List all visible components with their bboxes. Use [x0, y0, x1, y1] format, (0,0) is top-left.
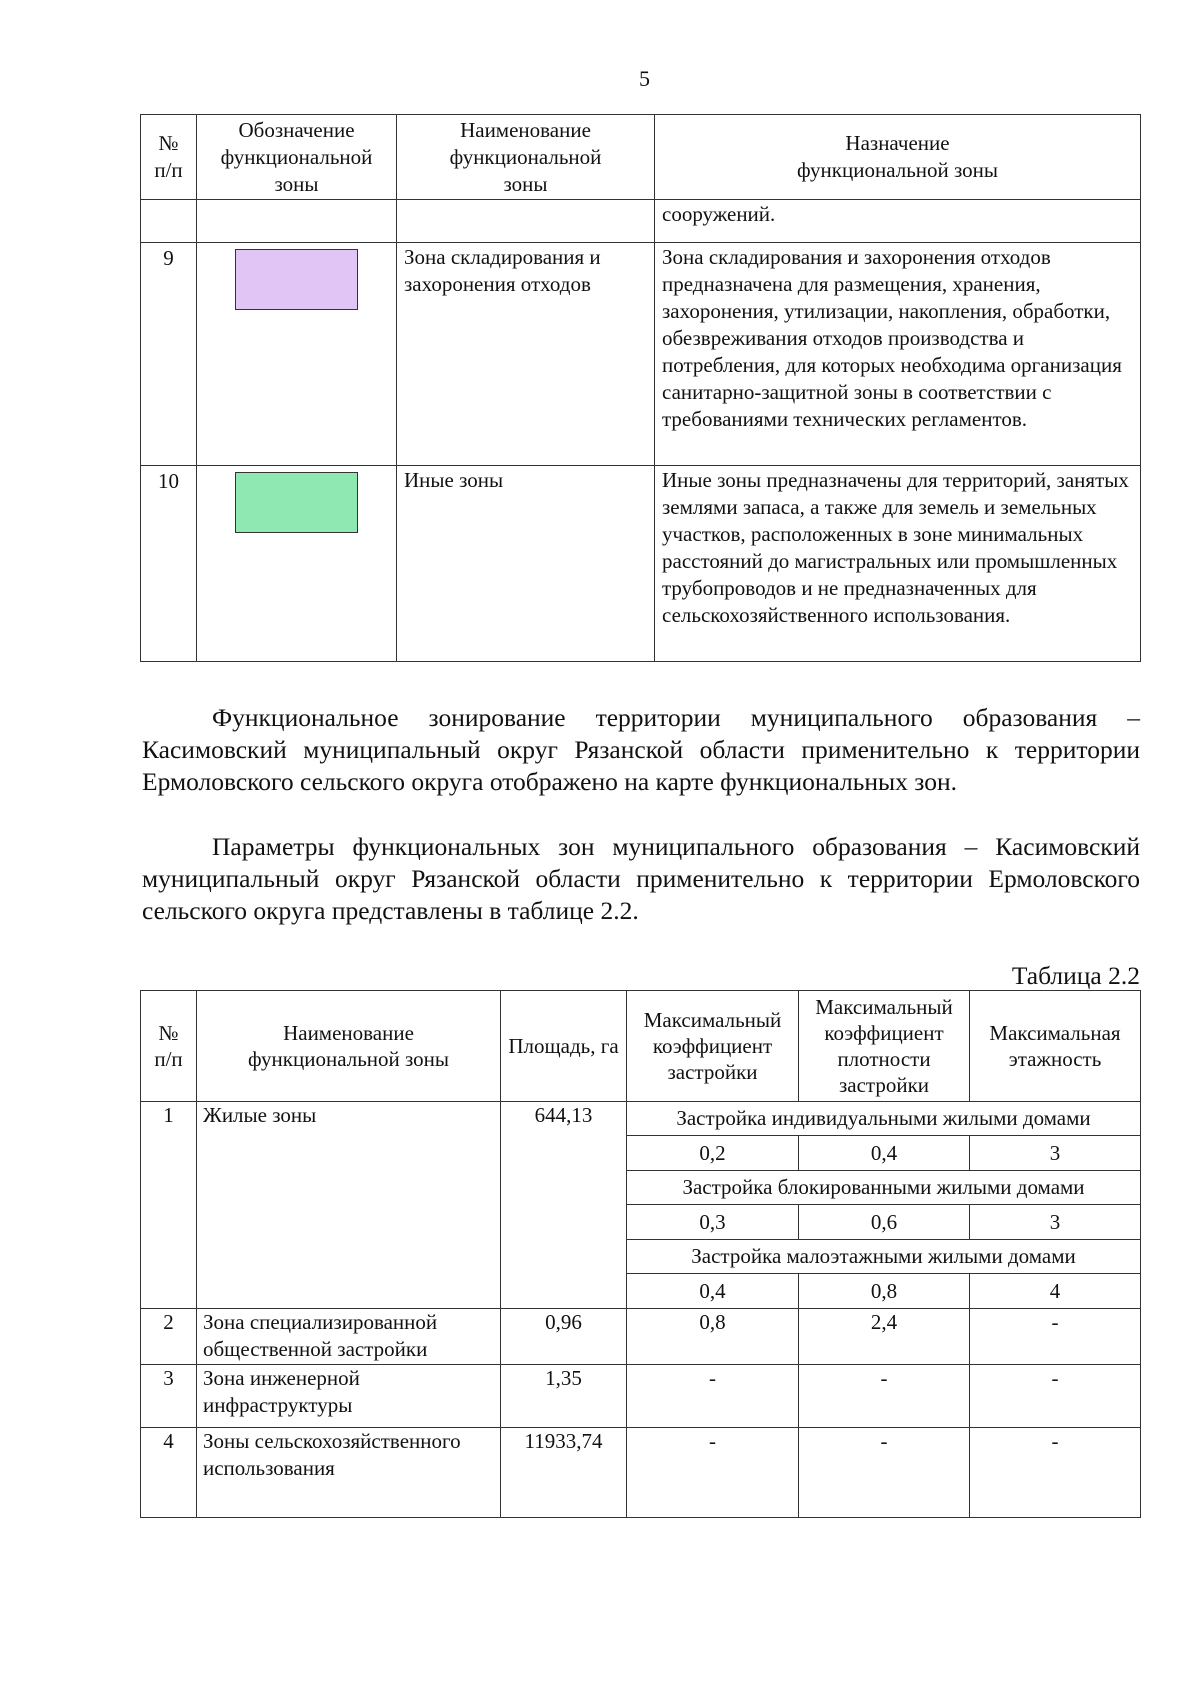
header-area: Площадь, га — [501, 991, 627, 1102]
value-max-floors: - — [970, 1428, 1141, 1518]
page-number: 5 — [639, 66, 650, 91]
value-max-density: - — [799, 1365, 970, 1428]
table-header-row — [141, 991, 1141, 1102]
row-number — [141, 200, 197, 243]
table-row — [141, 466, 1141, 662]
row-zone-name: Зоны сельскохозяйственного использования — [197, 1428, 501, 1518]
subgroup-label: Застройка блокированными жилыми домами — [627, 1171, 1141, 1205]
row-number: 9 — [141, 243, 197, 466]
header-max-density: Максимальный коэффициент плотности застройки — [799, 991, 970, 1102]
table-row — [141, 200, 1141, 243]
header-designation: Обозначение функциональной зоны — [197, 115, 397, 200]
value-max-coverage: - — [627, 1365, 799, 1428]
value-max-coverage: 0,4 — [627, 1274, 799, 1309]
table-row — [141, 243, 1141, 466]
row-number: 2 — [141, 1309, 197, 1365]
value-max-coverage: 0,8 — [627, 1309, 799, 1365]
value-max-floors: 3 — [970, 1205, 1141, 1240]
row-area: 644,13 — [501, 1102, 627, 1309]
row-number: 3 — [141, 1365, 197, 1428]
header-name: Наименование функциональной зоны — [397, 115, 655, 200]
header-number: № п/п — [141, 115, 197, 200]
value-max-density: 0,8 — [799, 1274, 970, 1309]
header-zone-name: Наименование функциональной зоны — [197, 991, 501, 1102]
zone-parameters-table — [140, 990, 1141, 1518]
value-max-coverage: - — [627, 1428, 799, 1518]
value-max-floors: 4 — [970, 1274, 1141, 1309]
value-max-floors: - — [970, 1365, 1141, 1428]
value-max-coverage: 0,2 — [627, 1136, 799, 1171]
row-number: 4 — [141, 1428, 197, 1518]
table-row — [141, 1102, 1141, 1136]
zone-color-swatch — [235, 472, 358, 533]
row-area: 0,96 — [501, 1309, 627, 1365]
row-area: 11933,74 — [501, 1428, 627, 1518]
row-number: 1 — [141, 1102, 197, 1309]
table-row — [141, 1428, 1141, 1518]
row-swatch-cell — [197, 243, 397, 466]
functional-zones-table — [140, 114, 1141, 662]
row-zone-name: Зона инженерной инфраструктуры — [197, 1365, 501, 1428]
table-header-row — [141, 115, 1141, 200]
value-max-density: - — [799, 1428, 970, 1518]
paragraph-text: Параметры функциональных зон муниципального образования – Касимовский муниципальный округ Рязанской области применительно к территории Ермоловского сельского округа представлены в таблице 2.2. — [142, 832, 1140, 925]
table-row — [141, 1365, 1141, 1428]
row-zone-purpose: Зона складирования и захоронения отходов предназначена для размещения, хранения, захоронения, утилизации, накопления, обработки, обезвреживания отходов производства и потребления, для которых необходима организация санитарно-защитной зоны в соответствии с требованиями технических регламентов. — [655, 243, 1141, 466]
value-max-density: 2,4 — [799, 1309, 970, 1365]
paragraph-parameters — [142, 831, 1140, 927]
value-max-floors: 3 — [970, 1136, 1141, 1171]
paragraph-zoning — [142, 702, 1140, 798]
subgroup-label: Застройка малоэтажными жилыми домами — [627, 1240, 1141, 1274]
row-swatch-cell — [197, 466, 397, 662]
row-area: 1,35 — [501, 1365, 627, 1428]
row-swatch-cell — [197, 200, 397, 243]
value-max-density: 0,4 — [799, 1136, 970, 1171]
row-zone-name: Жилые зоны — [197, 1102, 501, 1309]
header-purpose: Назначение функциональной зоны — [655, 115, 1141, 200]
row-zone-name: Зона складирования и захоронения отходов — [397, 243, 655, 466]
zone-color-swatch — [235, 249, 358, 310]
table-row — [141, 1309, 1141, 1365]
paragraph-text: Функциональное зонирование территории муниципального образования – Касимовский муниципальный округ Рязанской области применительно к территории Ермоловского сельского округа отображено на карте функциональных зон. — [142, 703, 1140, 796]
row-zone-purpose: сооружений. — [655, 200, 1141, 243]
header-number: № п/п — [141, 991, 197, 1102]
row-zone-name — [397, 200, 655, 243]
row-zone-purpose: Иные зоны предназначены для территорий, занятых землями запаса, а также для земель и земельных участков, расположенных в зоне минимальных расстояний до магистральных или промышленных трубопроводов и не предназначенных для сельскохозяйственного использования. — [655, 466, 1141, 662]
value-max-coverage: 0,3 — [627, 1205, 799, 1240]
row-number: 10 — [141, 466, 197, 662]
table-caption: Таблица 2.2 — [1011, 961, 1140, 990]
value-max-floors: - — [970, 1309, 1141, 1365]
row-zone-name: Иные зоны — [397, 466, 655, 662]
value-max-density: 0,6 — [799, 1205, 970, 1240]
subgroup-label: Застройка индивидуальными жилыми домами — [627, 1102, 1141, 1136]
header-max-floors: Максимальная этажность — [970, 991, 1141, 1102]
row-zone-name: Зона специализированной общественной застройки — [197, 1309, 501, 1365]
header-max-coverage: Максимальный коэффициент застройки — [627, 991, 799, 1102]
